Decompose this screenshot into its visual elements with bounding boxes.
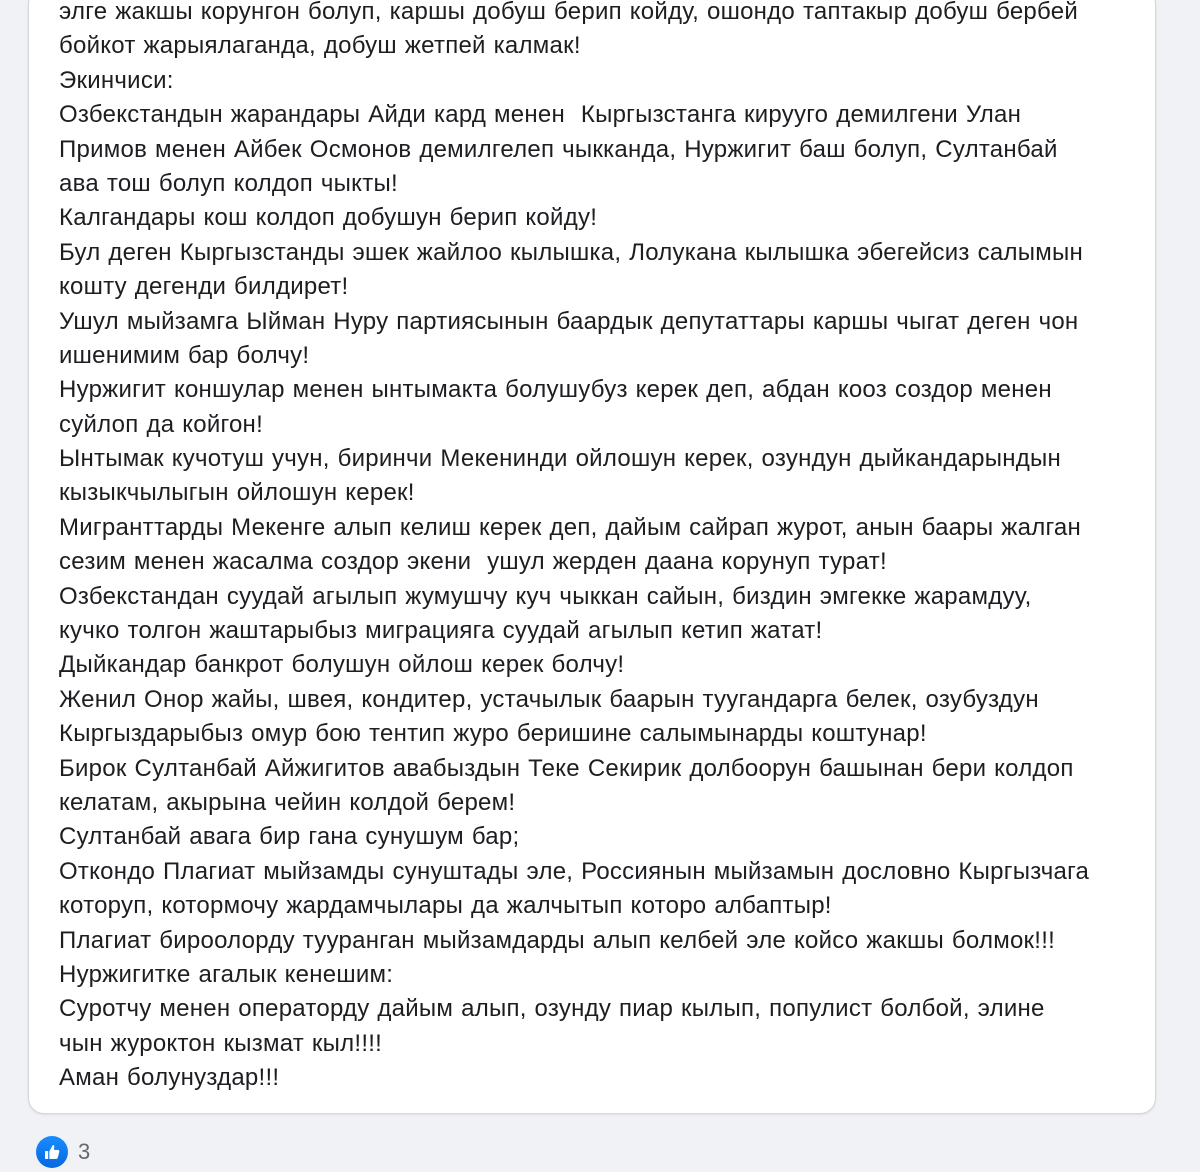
comment-line: Нуржигит коншулар менен ынтымакта болушубуз керек деп, абдан кооз создор менен	[59, 376, 1052, 404]
comment-line: Дыйкандар банкрот болушун ойлош керек болчу!	[59, 651, 625, 679]
comment-line: Озбекстандан суудай агылып жумушчу куч чыккан сайын, биздин эмгекке жарамдуу,	[59, 582, 1032, 610]
comment-line: которуп, котормочу жардамчылары да жалчытып которо албаптыр!	[59, 892, 832, 920]
like-icon	[36, 1136, 68, 1168]
comment-line: Бирок Султанбай Айжигитов авабыздын Теке Секирик долбоорун башынан бери колдоп	[59, 754, 1074, 782]
comment-line: суйлоп да койгон!	[59, 410, 263, 438]
reaction-count: 3	[78, 1139, 91, 1164]
comment-line: Примов менен Айбек Осмонов демилгелеп чыкканда, Нуржигит баш болуп, Султанбай	[59, 135, 1058, 163]
comment-line: Экинчиси:	[59, 66, 174, 94]
reactions-summary[interactable]	[36, 1135, 90, 1169]
comment-body	[59, 0, 1139, 1096]
comment-line: элге жакшы корунгон болуп, каршы добуш берип койду, ошондо таптакыр добуш бербей	[59, 0, 1078, 25]
comment-line: Озбекстандын жарандары Айди кард менен Кыргызстанга кирууго демилгени Улан	[59, 101, 1022, 129]
comment-line: кучко толгон жаштарыбыз миграцияга суудай агылып кетип жатат!	[59, 617, 823, 645]
comment-line: Султанбай авага бир гана сунушум бар;	[59, 823, 520, 851]
comment-line: Нуржигитке агалык кенешим:	[59, 960, 394, 988]
comment-line: чын журоктон кызмат кыл!!!!	[59, 1029, 383, 1057]
comment-line: ава тош болуп колдоп чыкты!	[59, 169, 398, 197]
comment-line: Ушул мыйзамга Ыйман Нуру партиясынын баардык депутаттары каршы чыгат деген чон	[59, 307, 1079, 335]
comment-line: бойкот жарыялаганда, добуш жетпей калмак!	[59, 32, 581, 60]
comment-line: Бул деген Кыргызстанды эшек жайлоо кылышка, Лолукана кылышка эбегейсиз салымын	[59, 238, 1083, 266]
comment-line: Кыргыздарыбыз омур бою тентип журо беришине салымынарды коштунар!	[59, 720, 927, 748]
comment-line: келатам, акырына чейин колдой берем!	[59, 788, 516, 816]
comment-line: Калгандары кош колдоп добушун берип койду!	[59, 204, 598, 232]
comment-line: кызыкчылыгын ойлошун керек!	[59, 479, 415, 507]
comment-line: сезим менен жасалма создор экени ушул жерден даана корунуп турат!	[59, 548, 887, 576]
comment-line: кошту дегенди билдирет!	[59, 273, 349, 301]
comment-line: Откондо Плагиат мыйзамды сунуштады эле, Россиянын мыйзамын дословно Кыргызчага	[59, 857, 1090, 885]
comment-line: Мигранттарды Мекенге алып келиш керек деп, дайым сайрап журот, анын баары жалган	[59, 513, 1082, 541]
comment-line: Ынтымак кучотуш учун, биринчи Мекенинди ойлошун керек, озундун дыйкандарындын	[59, 445, 1062, 473]
comment-line: Аман болунуздар!!!	[59, 1064, 280, 1092]
comment-line: ишенимим бар болчу!	[59, 341, 310, 369]
comment-line: Плагиат бироолорду тууранган мыйзамдарды алып келбей эле койсо жакшы болмок!!!	[59, 926, 1056, 954]
comment-line: Суротчу менен операторду дайым алып, озунду пиар кылып, популист болбой, элине	[59, 995, 1045, 1023]
comment-line: Женил Онор жайы, швея, кондитер, устачылык баарын туугандарга белек, озубуздун	[59, 685, 1039, 713]
